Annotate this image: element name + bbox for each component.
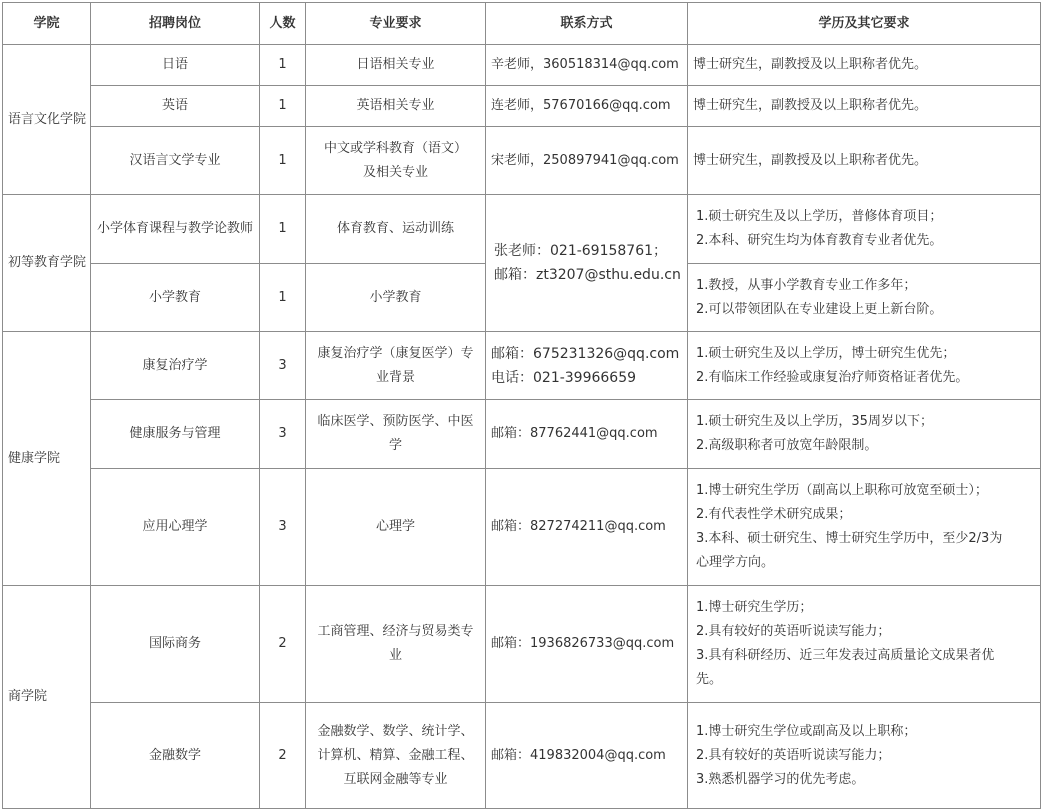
major-cell [306,86,486,127]
major-line: 计算机、精算、金融工程、 [317,747,474,763]
position-cell: 应用心理学 [91,469,260,586]
header-major: 专业要求 [306,3,486,45]
count-cell: 3 [260,332,306,400]
header-requirements: 学历及其它要求 [688,3,1041,45]
requirement-line: 1.博士研究生学位或副高及以上职称； [696,723,917,739]
requirement-cell [688,332,1041,400]
header-row [3,3,1041,45]
major-line: 业背景 [375,369,415,385]
college-cell: 商学院 [3,586,91,809]
requirement-line: 2.可以带领团队在专业建设上更上新台阶。 [696,301,943,317]
table-row [3,332,1041,400]
contact-cell [486,332,688,400]
count-cell: 3 [260,400,306,469]
major-cell [306,586,486,703]
contact-line: 邮箱：827274211@qq.com [491,519,666,534]
major-line: 中文或学科教育（语文） [323,140,467,156]
count-cell: 1 [260,264,306,332]
table-row [3,127,1041,195]
count-cell: 1 [260,127,306,195]
contact-line: 邮箱：675231326@qq.com [491,345,680,362]
table-row [3,45,1041,86]
table-row [3,86,1041,127]
table-row [3,195,1041,264]
requirement-line: 2.具有较好的英语听说读写能力； [696,747,891,763]
header-contact: 联系方式 [486,3,688,45]
contact-cell [486,45,688,86]
major-cell [306,400,486,469]
position-cell: 健康服务与管理 [91,400,260,469]
contact-line: 辛老师，360518314@qq.com [491,57,679,72]
count-cell: 2 [260,586,306,703]
requirement-cell [688,469,1041,586]
position-cell: 英语 [91,86,260,127]
contact-line: 张老师：021-69158761； [494,243,668,259]
contact-line: 邮箱：419832004@qq.com [491,747,666,763]
requirement-cell [688,586,1041,703]
position-cell: 国际商务 [91,586,260,703]
major-line: 学 [388,438,402,453]
contact-line: 邮箱：1936826733@qq.com [491,636,675,651]
position-cell: 小学体育课程与教学论教师 [91,195,260,264]
college-cell: 健康学院 [3,332,91,586]
requirement-line: 1.教授，从事小学教育专业工作多年； [696,277,917,293]
header-college: 学院 [3,3,91,45]
requirement-line: 1.硕士研究生及以上学历，35周岁以下； [696,414,933,429]
major-line: 心理学 [375,519,415,534]
requirement-line: 博士研究生，副教授及以上职称者优先。 [693,57,928,72]
requirement-cell [688,86,1041,127]
requirement-line: 1.硕士研究生及以上学历，普修体育项目； [696,209,943,224]
count-cell: 3 [260,469,306,586]
requirement-line: 博士研究生，副教授及以上职称者优先。 [693,98,928,113]
major-line: 工商管理、经济与贸易类专 [317,624,474,639]
contact-cell [486,703,688,809]
major-cell [306,703,486,809]
major-cell [306,264,486,332]
contact-cell [486,127,688,195]
table-row [3,703,1041,809]
contact-cell [486,86,688,127]
major-cell [306,195,486,264]
contact-cell [486,195,688,332]
major-line: 业 [388,648,402,663]
requirement-line: 博士研究生，副教授及以上职称者优先。 [693,152,928,168]
requirement-line: 2.高级职称者可放宽年龄限制。 [696,438,878,453]
requirement-cell [688,127,1041,195]
major-line: 英语相关专业 [356,98,435,113]
position-cell: 日语 [91,45,260,86]
contact-cell [486,586,688,703]
table-row [3,586,1041,703]
position-cell: 金融数学 [91,703,260,809]
requirement-line: 1.博士研究生学历（副高以上职称可放宽至硕士）； [696,483,988,498]
major-cell [306,332,486,400]
requirement-cell [688,703,1041,809]
major-line: 小学教育 [369,289,422,305]
contact-line: 连老师，57670166@qq.com [491,98,671,113]
requirement-line: 2.具有较好的英语听说读写能力； [696,624,891,639]
requirement-cell [688,400,1041,469]
recruitment-table [2,2,1041,809]
contact-line: 邮箱：zt3207@sthu.edu.cn [494,267,681,283]
count-cell: 2 [260,703,306,809]
major-cell [306,127,486,195]
major-line: 日语相关专业 [356,57,435,72]
major-line: 及相关专业 [362,164,428,180]
requirement-cell [688,264,1041,332]
position-cell: 汉语言文学专业 [91,127,260,195]
requirement-line: 心理学方向。 [696,555,775,570]
major-line: 金融数学、数学、统计学、 [317,723,474,739]
position-cell: 小学教育 [91,264,260,332]
contact-line: 宋老师，250897941@qq.com [491,152,679,168]
contact-cell [486,400,688,469]
major-line: 体育教育、运动训练 [336,221,454,236]
major-line: 互联网金融等专业 [343,771,448,787]
count-cell: 1 [260,195,306,264]
requirement-line: 3.具有科研经历、近三年发表过高质量论文成果者优 [696,648,995,663]
table-row [3,400,1041,469]
requirement-line: 1.硕士研究生及以上学历，博士研究生优先； [696,345,956,361]
table-row [3,469,1041,586]
header-position: 招聘岗位 [91,3,260,45]
major-line: 康复治疗学（康复医学）专 [317,345,474,361]
requirement-cell [688,45,1041,86]
requirement-cell [688,195,1041,264]
requirement-line: 3.熟悉机器学习的优先考虑。 [696,771,865,787]
major-line: 临床医学、预防医学、中医 [317,414,474,429]
major-cell [306,45,486,86]
college-cell: 语言文化学院 [3,45,91,195]
requirement-line: 2.有代表性学术研究成果； [696,507,852,522]
contact-line: 邮箱：87762441@qq.com [491,426,658,441]
requirement-line: 先。 [696,672,723,687]
major-cell [306,469,486,586]
requirement-line: 3.本科、硕士研究生、博士研究生学历中，至少2/3为 [696,531,1003,546]
count-cell: 1 [260,45,306,86]
header-count: 人数 [260,3,306,45]
contact-cell [486,469,688,586]
requirement-line: 2.本科、研究生均为体育教育专业者优先。 [696,233,943,248]
college-cell: 初等教育学院 [3,195,91,332]
requirement-line: 2.有临床工作经验或康复治疗师资格证者优先。 [696,369,969,385]
requirement-line: 1.博士研究生学历； [696,600,813,615]
count-cell: 1 [260,86,306,127]
contact-line: 电话：021-39966659 [491,369,637,386]
position-cell: 康复治疗学 [91,332,260,400]
